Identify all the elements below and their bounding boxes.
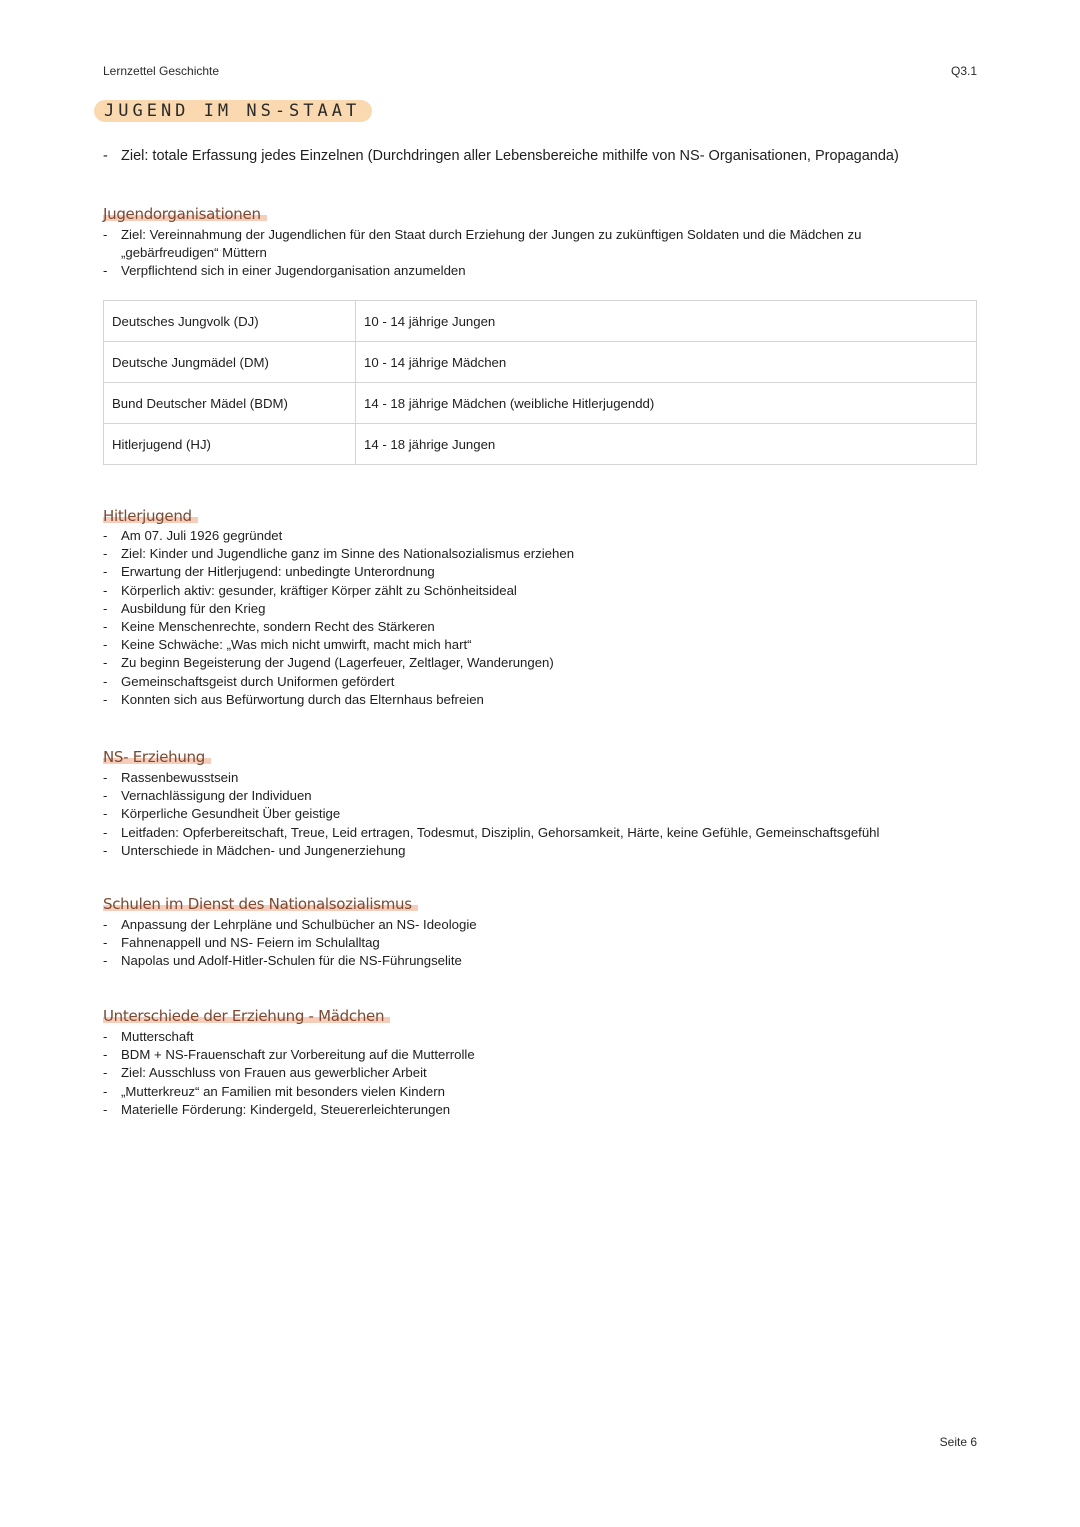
org-desc: 14 - 18 jährige Jungen bbox=[356, 424, 977, 465]
heading-maedchen-text: Unterschiede der Erziehung - Mädchen bbox=[103, 1007, 390, 1025]
org-name: Deutsches Jungvolk (DJ) bbox=[104, 301, 356, 342]
heading-jugendorganisationen-text: Jugendorganisationen bbox=[103, 205, 267, 223]
list-item: - Ausbildung für den Krieg bbox=[103, 600, 983, 618]
header-subject: Lernzettel Geschichte bbox=[103, 64, 220, 78]
list-item: - Verpflichtend sich in einer Jugendorganisation anzumelden bbox=[103, 262, 893, 280]
list-item: - Körperlich aktiv: gesunder, kräftiger Körper zählt zu Schönheitsideal bbox=[103, 582, 983, 600]
page-number: Seite 6 bbox=[939, 1435, 977, 1449]
table-row bbox=[104, 342, 977, 383]
list-item: - Napolas und Adolf-Hitler-Schulen für die NS-Führungselite bbox=[103, 952, 983, 970]
organisations-table bbox=[103, 300, 977, 465]
heading-jugendorganisationen bbox=[103, 205, 267, 223]
header-course: Q3.1 bbox=[950, 64, 977, 78]
intro-text: Ziel: totale Erfassung jedes Einzelnen (Durchdringen aller Lebensbereiche mithilfe von NS- Organisationen, Propaganda) bbox=[121, 148, 899, 164]
table-row bbox=[104, 383, 977, 424]
list-item: - Konnten sich aus Befürwortung durch das Elternhaus befreien bbox=[103, 691, 983, 709]
org-desc: 10 - 14 jährige Jungen bbox=[356, 301, 977, 342]
list-item: - Leitfaden: Opferbereitschaft, Treue, Leid ertragen, Todesmut, Disziplin, Gehorsamkeit, Härte, keine Gefühle, Gemeinschaftsgefühl bbox=[103, 824, 983, 842]
heading-hitlerjugend bbox=[103, 507, 198, 525]
heading-schulen-text: Schulen im Dienst des Nationalsozialismus bbox=[103, 895, 418, 913]
intro-list bbox=[103, 146, 983, 166]
heading-schulen bbox=[103, 895, 418, 913]
list-item: - Keine Schwäche: „Was mich nicht umwirft, macht mich hart“ bbox=[103, 636, 983, 654]
list-item: - Fahnenappell und NS- Feiern im Schulalltag bbox=[103, 934, 983, 952]
list-item: - „Mutterkreuz“ an Familien mit besonders vielen Kindern bbox=[103, 1083, 983, 1101]
org-name: Deutsche Jungmädel (DM) bbox=[104, 342, 356, 383]
list-item: - Körperliche Gesundheit Über geistige bbox=[103, 805, 983, 823]
list-item: - Zu beginn Begeisterung der Jugend (Lagerfeuer, Zeltlager, Wanderungen) bbox=[103, 654, 983, 672]
intro-item bbox=[103, 146, 983, 166]
maedchen-list bbox=[103, 1028, 983, 1119]
schulen-list bbox=[103, 916, 983, 971]
jugendorganisationen-list bbox=[103, 226, 893, 281]
table-row bbox=[104, 301, 977, 342]
list-item: - BDM + NS-Frauenschaft zur Vorbereitung auf die Mutterrolle bbox=[103, 1046, 983, 1064]
page-title: JUGEND IM NS-STAAT bbox=[94, 100, 372, 122]
list-item: - Materielle Förderung: Kindergeld, Steuererleichterungen bbox=[103, 1101, 983, 1119]
list-item: - Gemeinschaftsgeist durch Uniformen gefördert bbox=[103, 673, 983, 691]
heading-ns-erziehung-text: NS- Erziehung bbox=[103, 748, 211, 766]
list-item: - Ziel: Ausschluss von Frauen aus gewerblicher Arbeit bbox=[103, 1064, 983, 1082]
heading-maedchen bbox=[103, 1007, 390, 1025]
list-item: - Rassenbewusstsein bbox=[103, 769, 983, 787]
org-name: Hitlerjugend (HJ) bbox=[104, 424, 356, 465]
org-desc: 14 - 18 jährige Mädchen (weibliche Hitlerjugendd) bbox=[356, 383, 977, 424]
table-row bbox=[104, 424, 977, 465]
list-item: - Mutterschaft bbox=[103, 1028, 983, 1046]
title-wrap bbox=[94, 100, 372, 122]
list-item: - Erwartung der Hitlerjugend: unbedingte Unterordnung bbox=[103, 563, 983, 581]
ns-erziehung-list bbox=[103, 769, 983, 860]
heading-hitlerjugend-text: Hitlerjugend bbox=[103, 507, 198, 525]
heading-ns-erziehung bbox=[103, 748, 211, 766]
list-item: - Ziel: Kinder und Jugendliche ganz im Sinne des Nationalsozialismus erziehen bbox=[103, 545, 983, 563]
org-desc: 10 - 14 jährige Mädchen bbox=[356, 342, 977, 383]
hitlerjugend-list bbox=[103, 527, 983, 709]
list-item: - Unterschiede in Mädchen- und Jungenerziehung bbox=[103, 842, 983, 860]
list-item: - Ziel: Vereinnahmung der Jugendlichen für den Staat durch Erziehung der Jungen zu zukünftigen Soldaten und die Mädchen zu „gebärfreudigen“ Müttern bbox=[103, 226, 893, 262]
list-item: - Keine Menschenrechte, sondern Recht des Stärkeren bbox=[103, 618, 983, 636]
list-item: - Vernachlässigung der Individuen bbox=[103, 787, 983, 805]
org-name: Bund Deutscher Mädel (BDM) bbox=[104, 383, 356, 424]
list-item: - Anpassung der Lehrpläne und Schulbücher an NS- Ideologie bbox=[103, 916, 983, 934]
list-item: - Am 07. Juli 1926 gegründet bbox=[103, 527, 983, 545]
